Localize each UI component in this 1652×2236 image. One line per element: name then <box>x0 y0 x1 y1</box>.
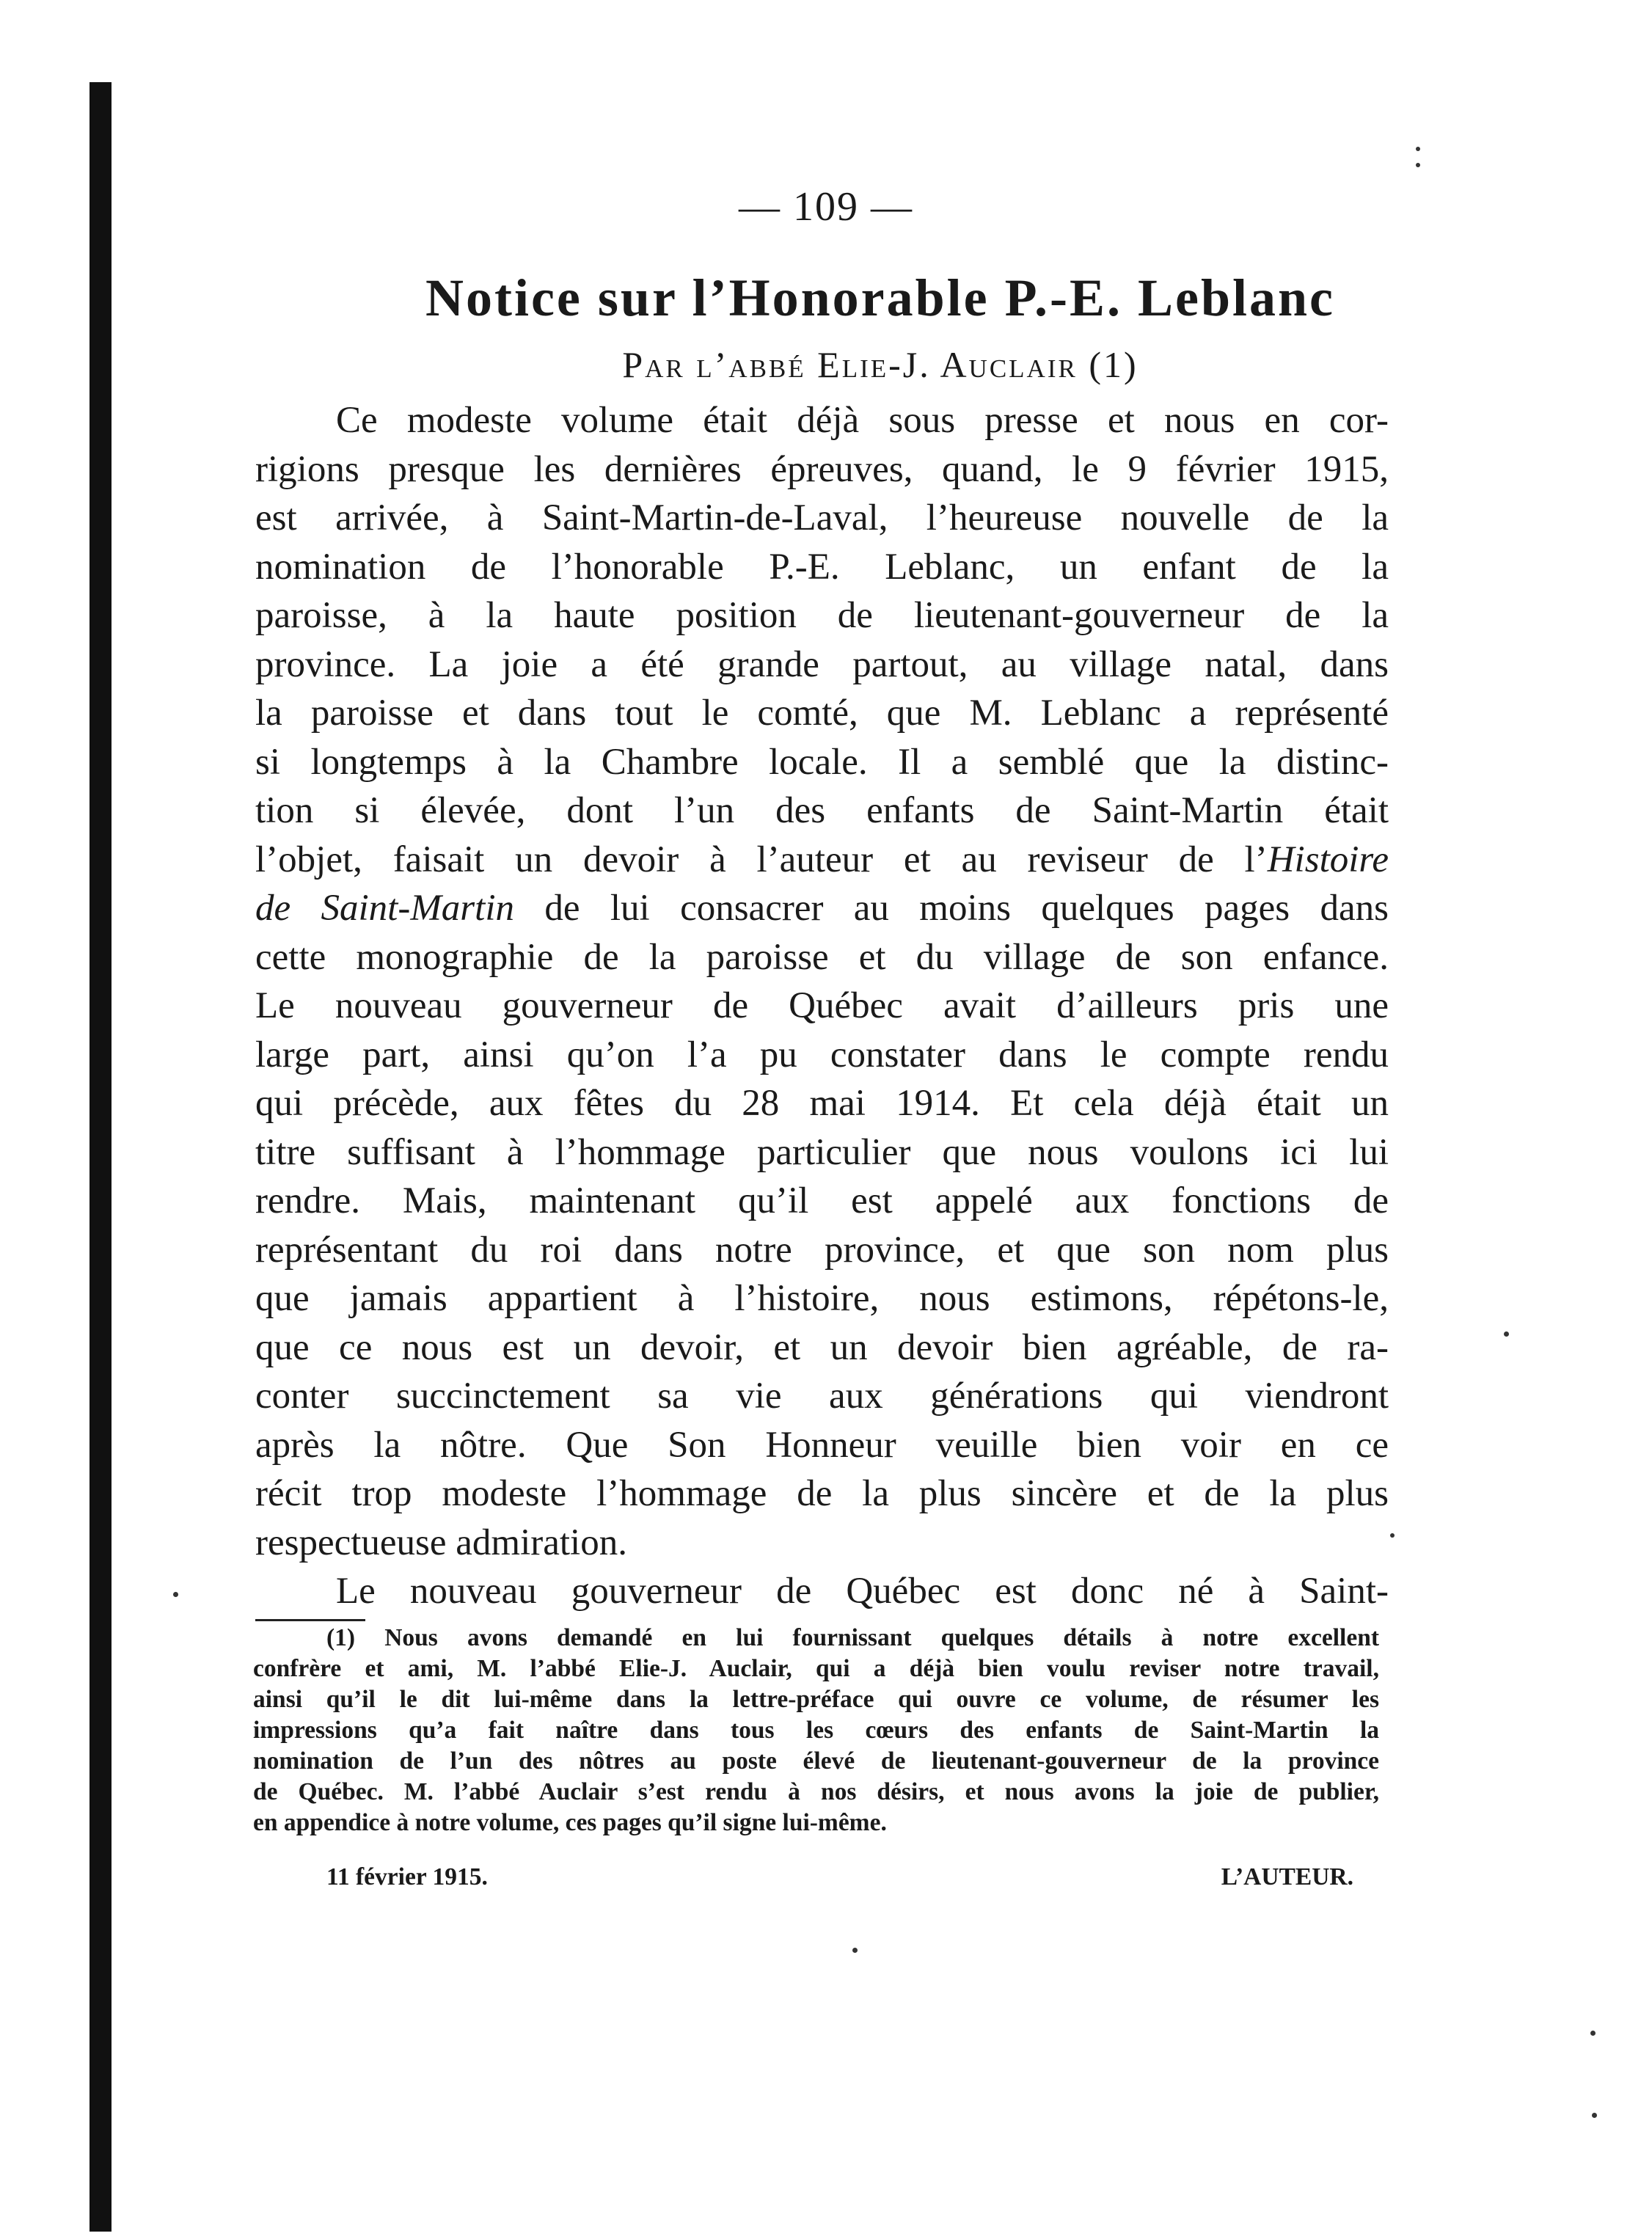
text-line: la paroisse et dans tout le comté, que M. Leblanc a représenté <box>255 693 1389 734</box>
text-line: récit trop modeste l’hommage de la plus sincère et de la plus <box>255 1473 1389 1514</box>
text-line: large part, ainsi qu’on l’a pu constater dans le compte rendu <box>255 1034 1389 1075</box>
text-line: Le nouveau gouverneur de Québec avait d’ailleurs pris une <box>255 985 1389 1026</box>
byline: Par l’abbé Elie-J. Auclair (1) <box>622 344 1139 385</box>
text-line: Le nouveau gouverneur de Québec est donc né à Saint- <box>336 1571 1389 1612</box>
text-line: paroisse, à la haute position de lieutenant-gouverneur de la <box>255 595 1389 636</box>
footnote-line: de Québec. M. l’abbé Auclair s’est rendu à nos désirs, et nous avons la joie de publier, <box>253 1778 1379 1805</box>
print-speck <box>1590 2031 1596 2036</box>
text-line: représentant du roi dans notre province, et que son nom plus <box>255 1229 1389 1271</box>
text-segment: de lui consacrer au moins quelques pages dans <box>514 888 1389 929</box>
print-speck <box>1592 2113 1597 2118</box>
page-number: — 109 — <box>739 184 913 230</box>
footnote-line: ainsi qu’il le dit lui-même dans la lettre-préface qui ouvre ce volume, de résumer les <box>253 1686 1379 1713</box>
print-speck <box>852 1948 858 1953</box>
text-line: rigions presque les dernières épreuves, quand, le 9 février 1915, <box>255 448 1389 490</box>
text-line-with-italic <box>255 836 1389 885</box>
binding-edge <box>89 82 112 2232</box>
page-title: Notice sur l’Honorable P.-E. Leblanc <box>425 268 1335 327</box>
footnote-line: nomination de l’un des nôtres au poste élevé de lieutenant-gouverneur de la province <box>253 1747 1379 1775</box>
footnote-line: impressions qu’a fait naître dans tous les cœurs des enfants de Saint-Martin la <box>253 1717 1379 1744</box>
text-line: Ce modeste volume était déjà sous presse et nous en cor- <box>336 400 1389 441</box>
text-line: que jamais appartient à l’histoire, nous estimons, répétons-le, <box>255 1278 1389 1319</box>
text-line: si longtemps à la Chambre locale. Il a semblé que la distinc- <box>255 741 1389 783</box>
footnote-date: 11 février 1915. <box>326 1863 488 1890</box>
text-segment: l’objet, faisait un devoir à l’auteur et au reviseur de l’ <box>255 838 1268 880</box>
text-line: après la nôtre. Que Son Honneur veuille bien voir en ce <box>255 1424 1389 1466</box>
print-speck <box>1390 1533 1395 1538</box>
footnote-rule <box>255 1619 365 1621</box>
italic-title-segment: Histoire <box>1267 838 1389 880</box>
text-line: tion si élevée, dont l’un des enfants de Saint-Martin était <box>255 790 1389 831</box>
text-line: que ce nous est un devoir, et un devoir bien agréable, de ra- <box>255 1326 1389 1368</box>
text-line: rendre. Mais, maintenant qu’il est appelé aux fonctions de <box>255 1180 1389 1221</box>
print-speck <box>173 1592 178 1597</box>
print-speck <box>1504 1331 1509 1337</box>
text-line-with-italic <box>255 884 1389 933</box>
text-line: respectueuse admiration. <box>255 1521 627 1563</box>
text-line: nomination de l’honorable P.-E. Leblanc, un enfant de la <box>255 546 1389 588</box>
footnote-line: (1) Nous avons demandé en lui fournissant quelques détails à notre excellent <box>326 1624 1379 1651</box>
body-text <box>255 396 1389 1616</box>
text-line: est arrivée, à Saint-Martin-de-Laval, l’heureuse nouvelle de la <box>255 497 1389 538</box>
text-line: qui précède, aux fêtes du 28 mai 1914. Et cela déjà était un <box>255 1083 1389 1124</box>
text-line: province. La joie a été grande partout, au village natal, dans <box>255 643 1389 685</box>
italic-title-segment: de Saint-Martin <box>255 888 514 929</box>
text-line: conter succinctement sa vie aux générations qui viendront <box>255 1375 1389 1417</box>
footnote-author: L’AUTEUR. <box>1221 1863 1353 1890</box>
print-speck <box>1416 163 1420 167</box>
text-line: cette monographie de la paroisse et du village de son enfance. <box>255 936 1389 978</box>
footnote <box>253 1623 1379 1838</box>
footnote-line: en appendice à notre volume, ces pages qu’il signe lui-même. <box>253 1809 887 1836</box>
text-line: titre suffisant à l’hommage particulier que nous voulons ici lui <box>255 1131 1389 1173</box>
print-speck <box>1416 147 1420 151</box>
footnote-line: confrère et ami, M. l’abbé Elie-J. Auclair, qui a déjà bien voulu reviser notre travail, <box>253 1655 1379 1682</box>
